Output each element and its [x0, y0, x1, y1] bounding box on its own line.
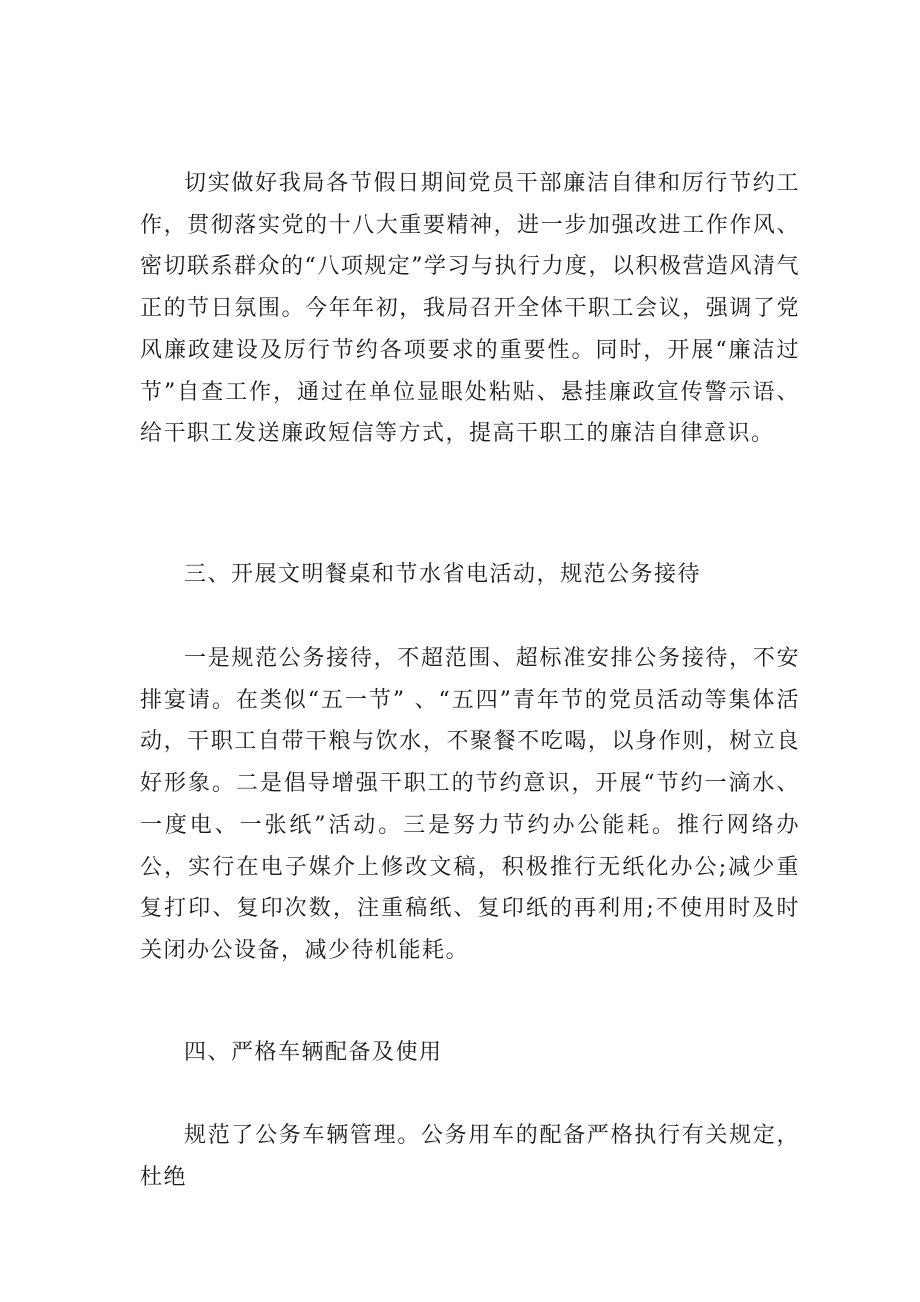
paragraph-official-reception: 一是规范公务接待，不超范围、超标准安排公务接待，不安排宴请。在类似“五一节” 、“五四”青年节的党员活动等集体活动，干职工自带干粮与饮水，不聚餐不吃喝，以身作则，树立良好形象。二是倡导增强干职工的节约意识，开展“节约一滴水、一度电、一张纸”活动。三是努力节约办公能耗。推行网络办公，实行在电子媒介上修改文稿，积极推行无纸化办公;减少重复打印、复印次数，注重稿纸、复印纸的再利用;不使用时及时关闭办公设备，减少待机能耗。 [140, 646, 800, 963]
section-heading-4: 四、严格车辆配备及使用 [184, 1040, 443, 1065]
section-heading-3: 三、开展文明餐桌和节水省电活动，规范公务接待 [184, 562, 702, 587]
paragraph-vehicle-management: 规范了公务车辆管理。公务用车的配备严格执行有关规定，杜绝 [140, 1123, 800, 1190]
paragraph-self-discipline: 切实做好我局各节假日期间党员干部廉洁自律和厉行节约工作，贯彻落实党的十八大重要精神，进一步加强改进工作作风、密切联系群众的“八项规定”学习与执行力度，以积极营造风清气正的节日氛围。今年年初，我局召开全体干职工会议，强调了党风廉政建设及厉行节约各项要求的重要性。同时，开展“廉洁过节”自查工作，通过在单位显眼处粘贴、悬挂廉政宣传警示语、给干职工发送廉政短信等方式，提高干职工的廉洁自律意识。 [140, 171, 800, 447]
